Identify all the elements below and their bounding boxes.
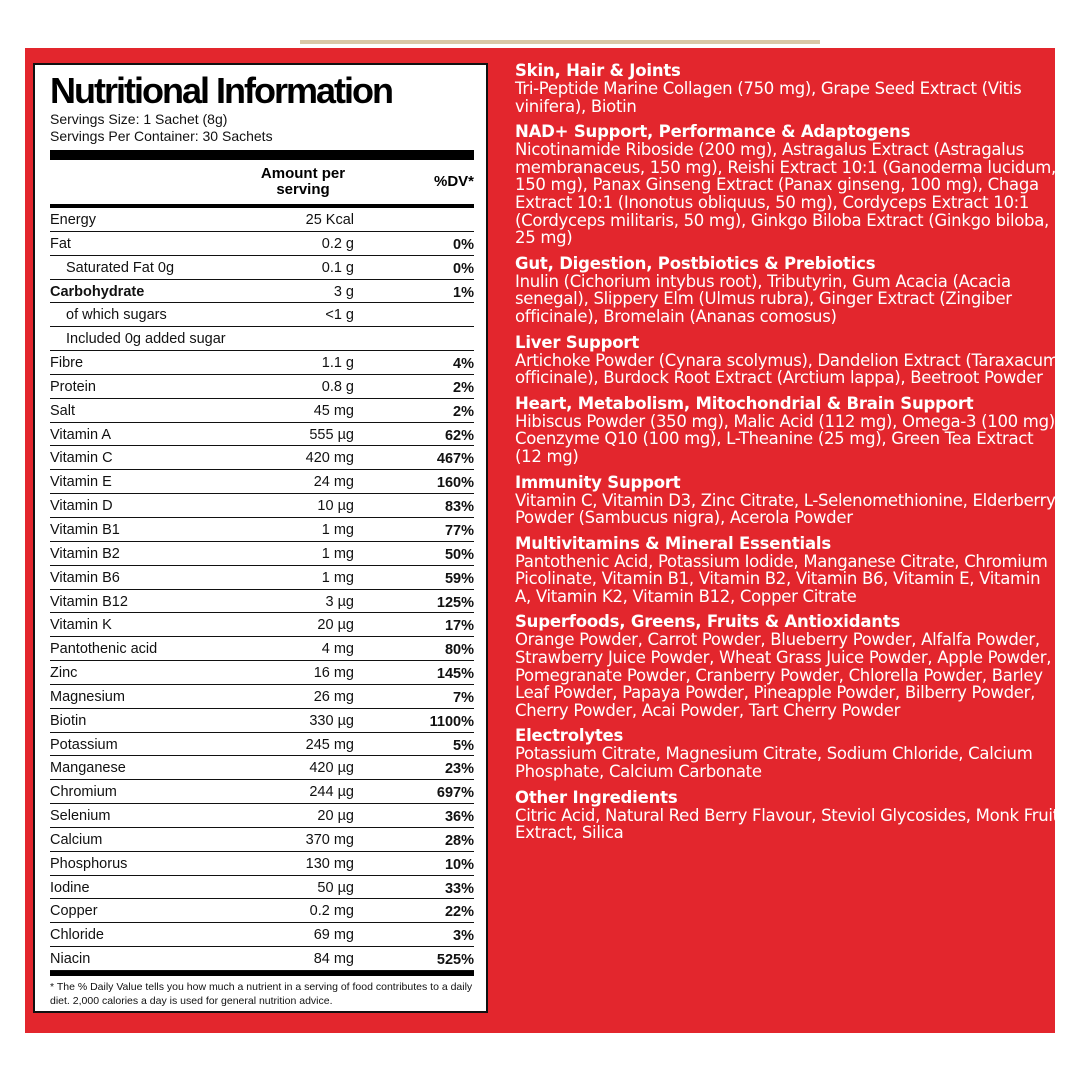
nutrient-name: Vitamin E xyxy=(50,474,112,491)
nutrient-amount: 1 mg xyxy=(321,521,354,538)
footnote: * The % Daily Value tells you how much a nutrient in a serving of food contributes to a daily diet. 2,000 calories a day is used for general nutrition advice. xyxy=(50,981,473,1007)
section-heading: Multivitamins & Mineral Essentials xyxy=(515,533,831,553)
table-row xyxy=(50,876,474,900)
nutrient-dv: 160% xyxy=(436,475,474,492)
table-row xyxy=(50,804,474,828)
nutrient-amount: 130 mg xyxy=(305,855,354,872)
table-row xyxy=(50,542,474,566)
nutrient-name: Vitamin D xyxy=(50,498,113,515)
nutrient-amount: 24 mg xyxy=(313,474,354,491)
table-header xyxy=(50,160,474,208)
nutrient-amount: 16 mg xyxy=(313,665,354,682)
nutrient-amount: 20 µg xyxy=(317,617,354,634)
nutrient-dv: 1100% xyxy=(429,713,474,730)
nutrient-amount: 4 mg xyxy=(321,641,354,658)
table-row xyxy=(50,828,474,852)
nutrient-dv: 10% xyxy=(444,856,474,873)
nutrient-amount: 370 mg xyxy=(305,831,354,848)
nutrient-dv: 83% xyxy=(444,499,474,516)
nutrient-name: Fibre xyxy=(50,355,84,372)
nutrient-dv: 5% xyxy=(453,737,474,754)
section-text: Vitamin C, Vitamin D3, Zinc Citrate, L-Selenomethionine, Elderberry Powder (Sambucus nigra), Acerola Powder xyxy=(515,490,1056,528)
table-row xyxy=(50,446,474,470)
nutrient-dv: 33% xyxy=(444,880,474,897)
nutrient-name: Zinc xyxy=(50,665,78,682)
table-row xyxy=(50,637,474,661)
nutrient-dv: 1% xyxy=(453,284,474,301)
section-heading: NAD+ Support, Performance & Adaptogens xyxy=(515,122,911,142)
section-heading: Liver Support xyxy=(515,332,640,352)
nutrient-name: Magnesium xyxy=(50,688,125,705)
section-heading: Superfoods, Greens, Fruits & Antioxidants xyxy=(515,612,901,632)
nutrient-name: Vitamin A xyxy=(50,426,111,443)
table-row xyxy=(50,590,474,614)
nutrient-amount: 0.2 mg xyxy=(309,903,354,920)
nutrient-name: Saturated Fat 0g xyxy=(66,259,175,276)
nutrient-rows xyxy=(50,208,474,971)
nutrient-dv: 697% xyxy=(436,785,474,802)
nutrient-amount: 69 mg xyxy=(313,927,354,944)
table-row xyxy=(50,518,474,542)
ingredient-section xyxy=(515,123,1060,247)
nutrient-name: Copper xyxy=(50,903,98,920)
dv-header: %DV* xyxy=(433,173,474,190)
nutrient-dv: 525% xyxy=(436,952,474,969)
ingredient-section xyxy=(515,613,1060,719)
section-text: Nicotinamide Riboside (200 mg), Astragalus Extract (Astragalus membranaceus, 150 mg), Reishi Extract 10:1 (Ganoderma lucidum, 150 mg), Panax Ginseng Extract (Panax ginseng, 100 mg), Chaga Extract 10:1 (Inonotus obliquus, 50 mg), Cordyceps Extract 10:1 (Cordyceps militaris, 50 mg), Ginkgo Biloba Extract (Ginkgo biloba, 25 mg) xyxy=(515,140,1056,248)
nutrient-dv: 23% xyxy=(444,761,474,778)
table-row xyxy=(50,303,474,327)
nutrient-dv: 4% xyxy=(453,356,474,373)
nutrient-amount: 1.1 g xyxy=(321,355,354,372)
nutrient-dv: 36% xyxy=(444,809,474,826)
nutrient-amount: 50 µg xyxy=(317,879,354,896)
section-heading: Gut, Digestion, Postbiotics & Prebiotics xyxy=(515,253,876,273)
nutrition-facts-table xyxy=(33,63,488,1013)
table-row xyxy=(50,208,474,232)
nutrient-amount: 0.1 g xyxy=(321,259,354,276)
table-row xyxy=(50,280,474,304)
nutrient-name: Carbohydrate xyxy=(50,283,145,300)
table-row xyxy=(50,423,474,447)
nutrient-amount: 245 mg xyxy=(305,736,354,753)
divider xyxy=(50,150,474,160)
table-row xyxy=(50,733,474,757)
nutrient-dv: 22% xyxy=(444,904,474,921)
nutrient-dv: 59% xyxy=(444,570,474,587)
nutrient-dv: 0% xyxy=(453,260,474,277)
nutrient-dv: 145% xyxy=(436,666,474,683)
section-heading: Immunity Support xyxy=(515,472,681,492)
nutrient-dv: 7% xyxy=(453,689,474,706)
nutrient-name: Fat xyxy=(50,235,71,252)
servings-per-container: Servings Per Container: 30 Sachets xyxy=(50,128,273,144)
nutrition-title: Nutritional Information xyxy=(50,70,392,111)
nutrient-amount: 244 µg xyxy=(309,784,354,801)
section-heading: Heart, Metabolism, Mitochondrial & Brain Support xyxy=(515,393,974,413)
nutrient-dv: 17% xyxy=(444,618,474,635)
nutrient-name: Selenium xyxy=(50,808,111,825)
section-heading: Electrolytes xyxy=(515,726,624,746)
table-row xyxy=(50,566,474,590)
nutrient-name: Iodine xyxy=(50,879,90,896)
ingredient-section xyxy=(515,334,1060,387)
amount-header: Amount per serving xyxy=(260,165,346,198)
nutrient-amount: 3 µg xyxy=(325,593,354,610)
table-row xyxy=(50,327,474,351)
nutrient-name: Salt xyxy=(50,402,75,419)
nutrient-dv: 3% xyxy=(453,928,474,945)
nutrient-name: Included 0g added sugar xyxy=(66,331,226,348)
nutrient-amount: 330 µg xyxy=(309,712,354,729)
table-row xyxy=(50,375,474,399)
nutrient-dv: 2% xyxy=(453,403,474,420)
nutrient-amount: 420 µg xyxy=(309,760,354,777)
nutrient-dv: 28% xyxy=(444,832,474,849)
nutrient-name: Biotin xyxy=(50,712,87,729)
nutrient-amount: 555 µg xyxy=(309,426,354,443)
table-row xyxy=(50,709,474,733)
nutrient-amount: 10 µg xyxy=(317,498,354,515)
table-row xyxy=(50,494,474,518)
nutrient-dv: 0% xyxy=(453,236,474,253)
section-text: Potassium Citrate, Magnesium Citrate, Sodium Chloride, Calcium Phosphate, Calcium Carbonate xyxy=(515,744,1033,782)
section-text: Orange Powder, Carrot Powder, Blueberry Powder, Alfalfa Powder, Strawberry Juice Powder, Wheat Grass Juice Powder, Apple Powder, Pomegranate Powder, Cranberry Powder, Chlorella Powder, Barley Leaf Powder, Papaya Powder, Pineapple Powder, Bilberry Powder, Cherry Powder, Acai Powder, Tart Cherry Powder xyxy=(515,630,1052,720)
nutrient-dv: 50% xyxy=(444,546,474,563)
table-row xyxy=(50,852,474,876)
nutrient-amount: 26 mg xyxy=(313,688,354,705)
table-row xyxy=(50,470,474,494)
nutrient-amount: 25 Kcal xyxy=(305,212,354,228)
table-row xyxy=(50,613,474,637)
nutrient-amount: 1 mg xyxy=(321,569,354,586)
section-heading: Skin, Hair & Joints xyxy=(515,61,681,80)
divider xyxy=(50,971,474,976)
nutrient-dv: 77% xyxy=(444,522,474,539)
nutrient-name: Vitamin B2 xyxy=(50,545,120,562)
section-text: Inulin (Cichorium intybus root), Tributyrin, Gum Acacia (Acacia senegal), Slippery Elm (Ulmus rubra), Ginger Extract (Zingiber officinale), Bromelain (Ananas comosus) xyxy=(515,271,1012,326)
nutrient-name: Phosphorus xyxy=(50,855,128,872)
nutrient-dv: 80% xyxy=(444,642,474,659)
nutrient-name: Calcium xyxy=(50,831,103,848)
nutrient-name: Vitamin B1 xyxy=(50,521,120,538)
nutrient-name: of which sugars xyxy=(66,307,167,324)
ingredient-section xyxy=(515,395,1060,466)
ingredient-section xyxy=(515,255,1060,326)
ingredient-section xyxy=(515,789,1060,842)
table-row xyxy=(50,780,474,804)
nutrient-name: Vitamin C xyxy=(50,450,113,467)
nutrient-amount: 1 mg xyxy=(321,545,354,562)
nutrient-name: Vitamin K xyxy=(50,617,112,634)
section-text: Artichoke Powder (Cynara scolymus), Dandelion Extract (Taraxacum officinale), Burdock Root Extract (Arctium lappa), Beetroot Powder xyxy=(515,350,1059,388)
nutrient-amount: 0.2 g xyxy=(321,235,354,252)
nutrient-name: Protein xyxy=(50,378,96,395)
section-heading: Other Ingredients xyxy=(515,787,678,807)
top-decoration xyxy=(300,40,820,44)
section-text: Citric Acid, Natural Red Berry Flavour, Steviol Glycosides, Monk Fruit Extract, Silica xyxy=(515,805,1059,843)
table-row xyxy=(50,947,474,971)
table-row xyxy=(50,756,474,780)
nutrient-amount: 84 mg xyxy=(313,951,354,968)
table-row xyxy=(50,899,474,923)
nutrient-amount: 420 mg xyxy=(305,450,354,467)
ingredient-section xyxy=(515,727,1060,780)
table-row xyxy=(50,351,474,375)
nutrient-name: Chloride xyxy=(50,927,104,944)
ingredient-section xyxy=(515,474,1060,527)
nutrient-dv: 467% xyxy=(436,451,474,468)
ingredient-section xyxy=(515,62,1060,115)
nutrient-amount: 0.8 g xyxy=(321,378,354,395)
table-row xyxy=(50,923,474,947)
ingredient-section xyxy=(515,535,1060,606)
table-row xyxy=(50,399,474,423)
section-text: Pantothenic Acid, Potassium Iodide, Manganese Citrate, Chromium Picolinate, Vitamin B1, Vitamin B2, Vitamin B6, Vitamin E, Vitamin A, Vitamin K2, Vitamin B12, Copper Citrate xyxy=(515,551,1048,606)
table-row xyxy=(50,661,474,685)
nutrient-name: Manganese xyxy=(50,760,126,777)
table-row xyxy=(50,256,474,280)
section-text: Tri-Peptide Marine Collagen (750 mg), Grape Seed Extract (Vitis vinifera), Biotin xyxy=(515,79,1022,116)
nutrient-name: Energy xyxy=(50,212,96,228)
serving-size: Servings Size: 1 Sachet (8g) xyxy=(50,111,228,127)
nutrient-name: Potassium xyxy=(50,736,118,753)
nutrient-name: Vitamin B6 xyxy=(50,569,120,586)
nutrient-name: Niacin xyxy=(50,951,91,968)
nutrient-dv: 62% xyxy=(444,427,474,444)
nutrient-name: Chromium xyxy=(50,784,117,801)
ingredients-list xyxy=(515,62,1060,850)
section-text: Hibiscus Powder (350 mg), Malic Acid (112 mg), Omega-3 (100 mg), Coenzyme Q10 (100 mg), L-Theanine (25 mg), Green Tea Extract (12 mg) xyxy=(515,411,1060,466)
nutrient-name: Vitamin B12 xyxy=(50,593,128,610)
nutrient-amount: 3 g xyxy=(333,283,354,300)
nutrient-amount: 45 mg xyxy=(313,402,354,419)
nutrient-name: Pantothenic acid xyxy=(50,641,158,658)
nutrient-dv: 125% xyxy=(436,594,474,611)
nutrient-amount: <1 g xyxy=(325,307,354,324)
table-row xyxy=(50,232,474,256)
nutrient-amount: 20 µg xyxy=(317,808,354,825)
nutrient-dv: 2% xyxy=(453,379,474,396)
table-row xyxy=(50,685,474,709)
